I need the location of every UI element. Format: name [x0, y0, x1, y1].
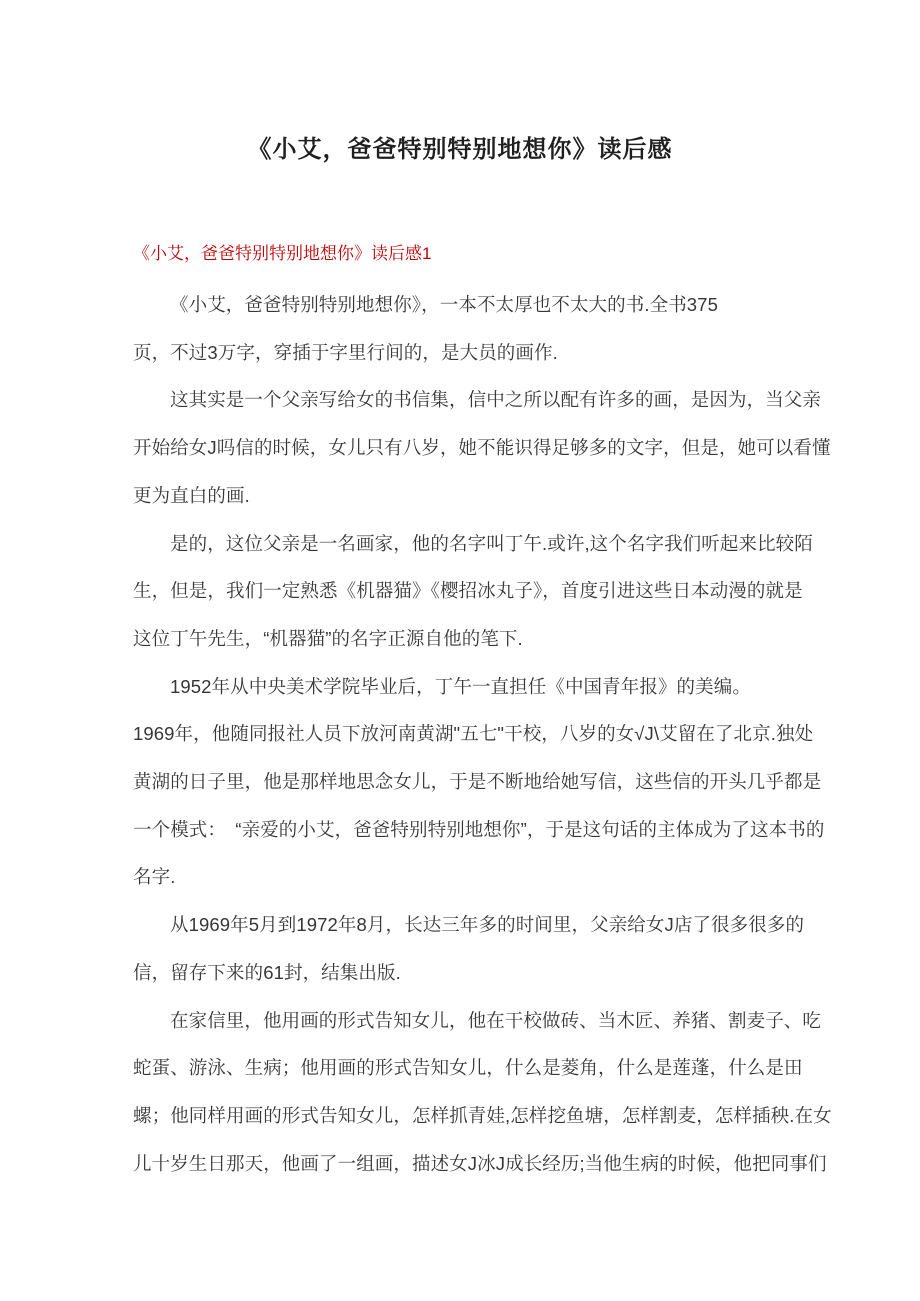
paragraph-line: 生，但是，我们一定熟悉《机器猫》《樱招冰丸子》，首度引进这些日本动漫的就是 — [133, 580, 803, 602]
paragraph-line: 信，留存下来的61封，结集出版. — [133, 961, 401, 983]
paragraph — [133, 520, 813, 663]
document-body — [133, 281, 832, 1187]
paragraph-line: 开始给女J吗信的时候，女儿只有八岁，她不能识得足够多的文字，但是，她可以看懂 — [133, 437, 831, 459]
paragraph — [133, 997, 832, 1188]
paragraph-line: 一个模式： “亲爱的小艾，爸爸特别特别地想你”，于是这句话的主体成为了这本书的 — [133, 818, 825, 840]
paragraph-line: 是的，这位父亲是一名画家，他的名字叫丁午.或许,这个名字我们听起来比较陌 — [170, 532, 813, 554]
paragraph-line: 名字. — [133, 866, 176, 888]
paragraph-line: 螺；他同样用画的形式告知女儿，怎样抓青娃,怎样挖鱼塘，怎样割麦，怎样插秧.在女 — [133, 1104, 832, 1126]
paragraph-line: 儿十岁生日那天，他画了一组画，描述女J冰J成长经历;当他生病的时候，他把同事们 — [133, 1152, 827, 1174]
paragraph-line: 在家信里，他用画的形式告知女儿，他在干校做砖、当木匠、养猪、割麦子、吃 — [170, 1009, 822, 1031]
paragraph-line: 这位丁午先生，“机器猫”的名字正源自他的笔下. — [133, 627, 523, 649]
section-heading: 《小艾，爸爸特别特别地想你》读后感1 — [133, 244, 432, 263]
document-title: 《小艾，爸爸特别特别地想你》读后感 — [247, 136, 673, 163]
paragraph — [133, 281, 813, 376]
paragraph — [133, 663, 825, 902]
paragraph-line: 这其实是一个父亲写给女的书信集，信中之所以配有许多的画，是因为，当父亲 — [170, 389, 822, 411]
paragraph-line: 更为直白的画. — [133, 484, 250, 506]
paragraph-line: 从1969年5月到1972年8月，长达三年多的时间里，父亲给女J店了很多很多的 — [170, 914, 805, 936]
paragraph-line: 《小艾，爸爸特别特别地想你》，一本不太厚也不太大的书.全书375 — [170, 294, 718, 315]
paragraph — [133, 376, 831, 519]
paragraph — [133, 901, 813, 996]
paragraph-line: 页，不过3万字，穿插于字里行间的，是大员的画作. — [133, 341, 558, 363]
paragraph-line: 1952年从中央美术学院毕业后，丁午一直担任《中国青年报》的美编。 — [170, 675, 751, 697]
paragraph-line: 蛇蛋、游泳、生病；他用画的形式告知女儿，什么是菱角，什么是莲蓬，什么是田 — [133, 1057, 803, 1079]
paragraph-line: 1969年，他随同报社人员下放河南黄湖"五七"干校，八岁的女√J\艾留在了北京.独处 — [133, 723, 814, 745]
paragraph-line: 黄湖的日子里，他是那样地思念女儿，于是不断地给她写信，这些信的开头几乎都是 — [133, 771, 822, 793]
